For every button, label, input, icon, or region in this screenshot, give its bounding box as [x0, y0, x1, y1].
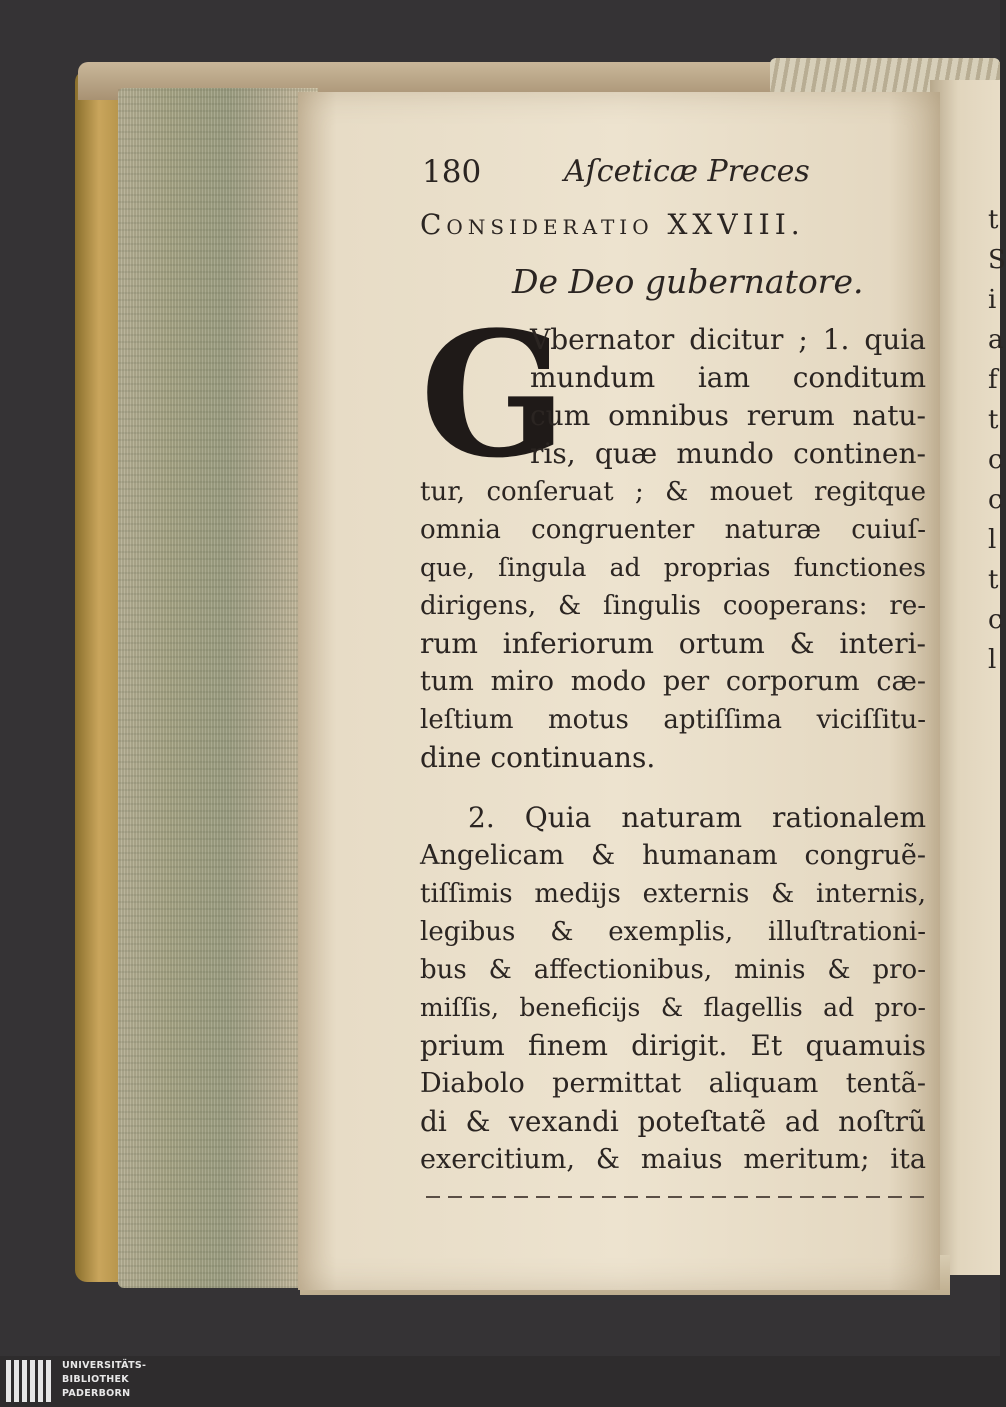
logo-line: UNIVERSITÄTS- — [62, 1360, 147, 1371]
text-line: omnia congruenter naturæ cuiuſ- — [420, 515, 926, 545]
facing-letter: t — [988, 565, 999, 595]
text-line: exercitium, & maius meritum; ita — [420, 1144, 926, 1175]
page-edges — [118, 88, 318, 1288]
text-line: rum inferiorum ortum & interi- — [420, 627, 926, 660]
text-line: cum omnibus rerum natu- — [530, 399, 926, 432]
facing-letter: c — [988, 605, 1003, 635]
text-line: bus & affectionibus, minis & pro- — [420, 955, 926, 985]
text-line: legibus & exemplis, illuſtrationi- — [420, 917, 926, 947]
text-line: leſtium motus aptiſſima viciſſitu- — [420, 705, 926, 735]
facing-letter: i — [988, 285, 997, 315]
facing-letter: a — [988, 325, 1004, 355]
text-line: miſſis, beneficijs & flagellis ad pro- — [420, 993, 926, 1022]
library-logo-icon — [6, 1360, 52, 1402]
text-line: dirigens, & ſingulis cooperans: re- — [420, 591, 926, 621]
text-line: dine continuans. — [420, 741, 656, 774]
text-line: Vbernator dicitur ; 1. quia — [530, 323, 926, 356]
bottom-rule — [426, 1196, 926, 1198]
logo-line: BIBLIOTHEK — [62, 1374, 129, 1385]
text-line: mundum iam conditum — [530, 361, 926, 394]
facing-letter: S — [988, 245, 1006, 275]
section-subheading: De Deo gubernatore. — [512, 262, 864, 301]
text-line: tur, conſeruat ; & mouet regitque — [420, 477, 926, 507]
text-line: prium finem dirigit. Et quamuis — [420, 1029, 926, 1062]
facing-letter: l — [988, 645, 997, 675]
text-line: ris, quæ mundo continen- — [530, 437, 926, 470]
text-line: que, ſingula ad proprias functiones — [420, 553, 926, 582]
facing-letter: t — [988, 205, 999, 235]
facing-letter: f — [988, 365, 998, 395]
facing-letter: t — [988, 405, 999, 435]
text-line: 2. Quia naturam rationalem — [468, 801, 926, 834]
facing-letter: l — [988, 525, 997, 555]
facing-page-text — [988, 200, 1006, 680]
page-number: 180 — [422, 154, 482, 190]
footer-bar — [0, 1356, 1000, 1407]
facing-letter: c — [988, 445, 1003, 475]
drop-cap: G — [420, 293, 567, 496]
text-line: tum miro modo per corporum cæ- — [420, 666, 926, 697]
text-line: Angelicam & humanam congruẽ- — [420, 840, 926, 871]
facing-letter: c — [988, 485, 1003, 515]
logo-line: PADERBORN — [62, 1388, 131, 1399]
running-head — [420, 150, 920, 194]
running-title: Aſceticæ Preces — [564, 154, 810, 189]
section-heading: Consideratio XXVIII. — [420, 208, 805, 241]
library-logo-text — [62, 1359, 146, 1401]
text-line: Diabolo permittat aliquam tentã- — [420, 1068, 926, 1099]
text-line: tiſſimis medijs externis & internis, — [420, 879, 926, 909]
text-line: di & vexandi poteſtatẽ ad noſtrũ — [420, 1105, 926, 1138]
